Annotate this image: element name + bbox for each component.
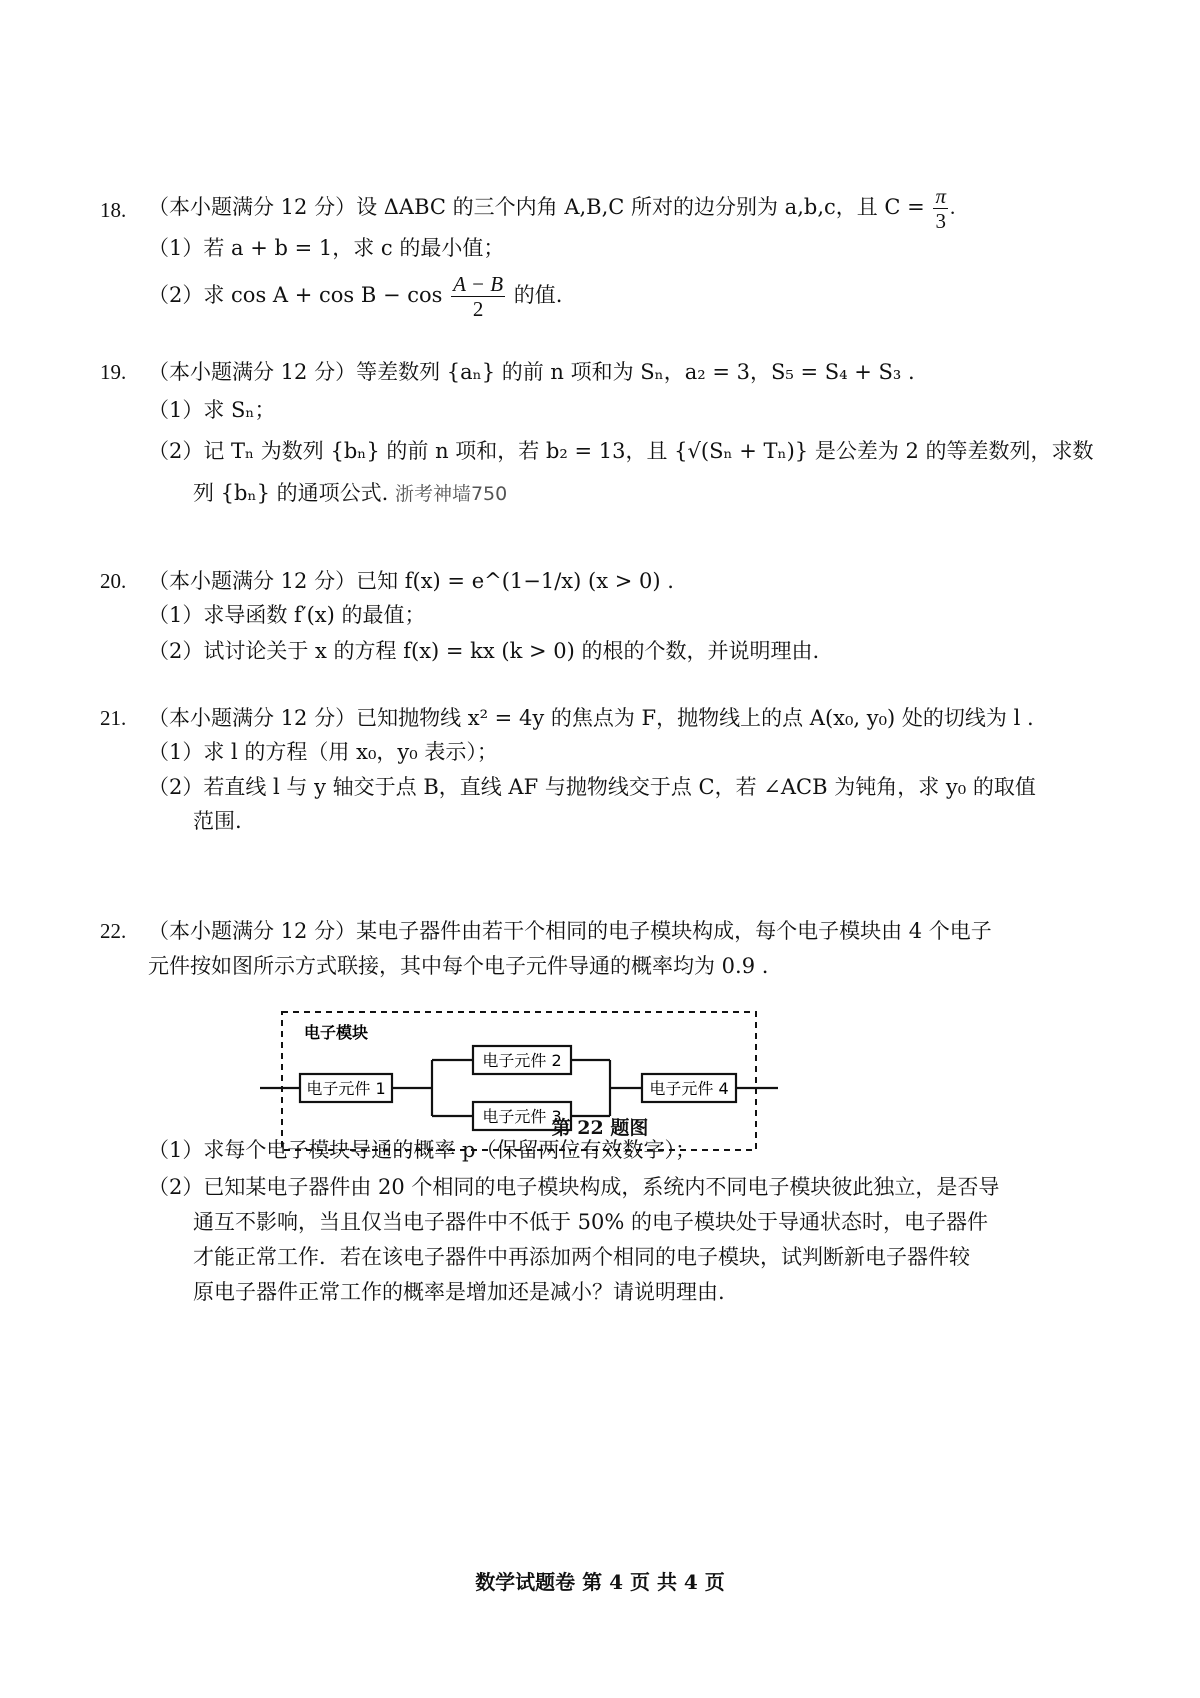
question-number: 19.: [100, 360, 127, 384]
part-1: （1）若 a + b = 1，求 c 的最小值；: [148, 236, 505, 260]
component-2-label: 电子元件 2: [482, 1051, 562, 1070]
part-1: （1）求 Sₙ；: [148, 398, 276, 422]
question-stem: （本小题满分 12 分）等差数列 {aₙ} 的前 n 项和为 Sₙ，a₂ = 3，S₅ = S₄ + S₃ .: [148, 360, 915, 384]
pi-over-3-fraction: $\frac{\pi}{3}$: [935, 184, 946, 233]
a-minus-b-over-2-fraction: $\frac{A - B}{2}$: [453, 272, 504, 321]
question-number: 21.: [100, 706, 127, 730]
page-footer: 数学试题卷 第 4 页 共 4 页: [475, 1570, 725, 1594]
part-2: （2）若直线 l 与 y 轴交于点 B，直线 AF 与抛物线交于点 C，若 ∠ACB 为钝角，求 y₀ 的取值: [148, 775, 1036, 799]
part-1: （1）求每个电子模块导通的概率 p（保留两位有效数字）；: [148, 1138, 696, 1162]
part-2-continued: 列 {bₙ} 的通项公式. 浙考神墙750: [193, 481, 508, 505]
question-stem: （本小题满分 12 分）已知抛物线 x² = 4y 的焦点为 F，抛物线上的点 A(x₀, y₀) 处的切线为 l .: [148, 706, 1034, 730]
part-2-line-4: 原电子器件正常工作的概率是增加还是减小？请说明理由.: [193, 1280, 725, 1304]
question-number: 18.: [100, 198, 127, 222]
part-2: （2）已知某电子器件由 20 个相同的电子模块构成，系统内不同电子模块彼此独立，是否导: [148, 1175, 1000, 1199]
question-stem: （本小题满分 12 分）某电子器件由若干个相同的电子模块构成，每个电子模块由 4 个电子: [148, 919, 992, 943]
part-2: （2）试讨论关于 x 的方程 f(x) = kx (k > 0) 的根的个数，并说明理由.: [148, 639, 820, 663]
part-1: （1）求导函数 f′(x) 的最值；: [148, 603, 426, 627]
component-1-label: 电子元件 1: [306, 1079, 386, 1098]
watermark-text: 浙考神墙750: [394, 483, 508, 505]
figure-caption: 第 22 题图: [551, 1117, 649, 1139]
module-label: 电子模块: [304, 1023, 369, 1042]
part-2-line-2: 通互不影响，当且仅当电子器件中不低于 50% 的电子模块处于导通状态时，电子器件: [193, 1210, 989, 1234]
part-1: （1）求 l 的方程（用 x₀，y₀ 表示）；: [148, 740, 498, 764]
part-2: （2）求 cos A + cos B − cos $\frac{A - B}{2}$ 的值.: [148, 272, 563, 321]
question-number: 22.: [100, 919, 127, 943]
component-4-label: 电子元件 4: [649, 1079, 729, 1098]
question-number: 20.: [100, 569, 127, 593]
part-2-continued: 范围.: [193, 809, 242, 833]
question-stem: （本小题满分 12 分）已知 f(x) = e^(1−1/x) (x > 0) .: [148, 569, 674, 593]
component-3-label: 电子元件 3: [482, 1107, 562, 1126]
part-2-line-3: 才能正常工作．若在该电子器件中再添加两个相同的电子模块，试判断新电子器件较: [193, 1245, 970, 1269]
part-2: （2）记 Tₙ 为数列 {bₙ} 的前 n 项和，若 b₂ = 13，且 {√(Sₙ + Tₙ)} 是公差为 2 的等差数列，求数: [148, 439, 1094, 463]
question-stem: （本小题满分 12 分）设 ΔABC 的三个内角 A,B,C 所对的边分别为 a,b,c，且 C = $\frac{\pi}{3}$ .: [148, 184, 956, 233]
question-stem-continued: 元件按如图所示方式联接，其中每个电子元件导通的概率均为 0.9 .: [148, 954, 769, 978]
